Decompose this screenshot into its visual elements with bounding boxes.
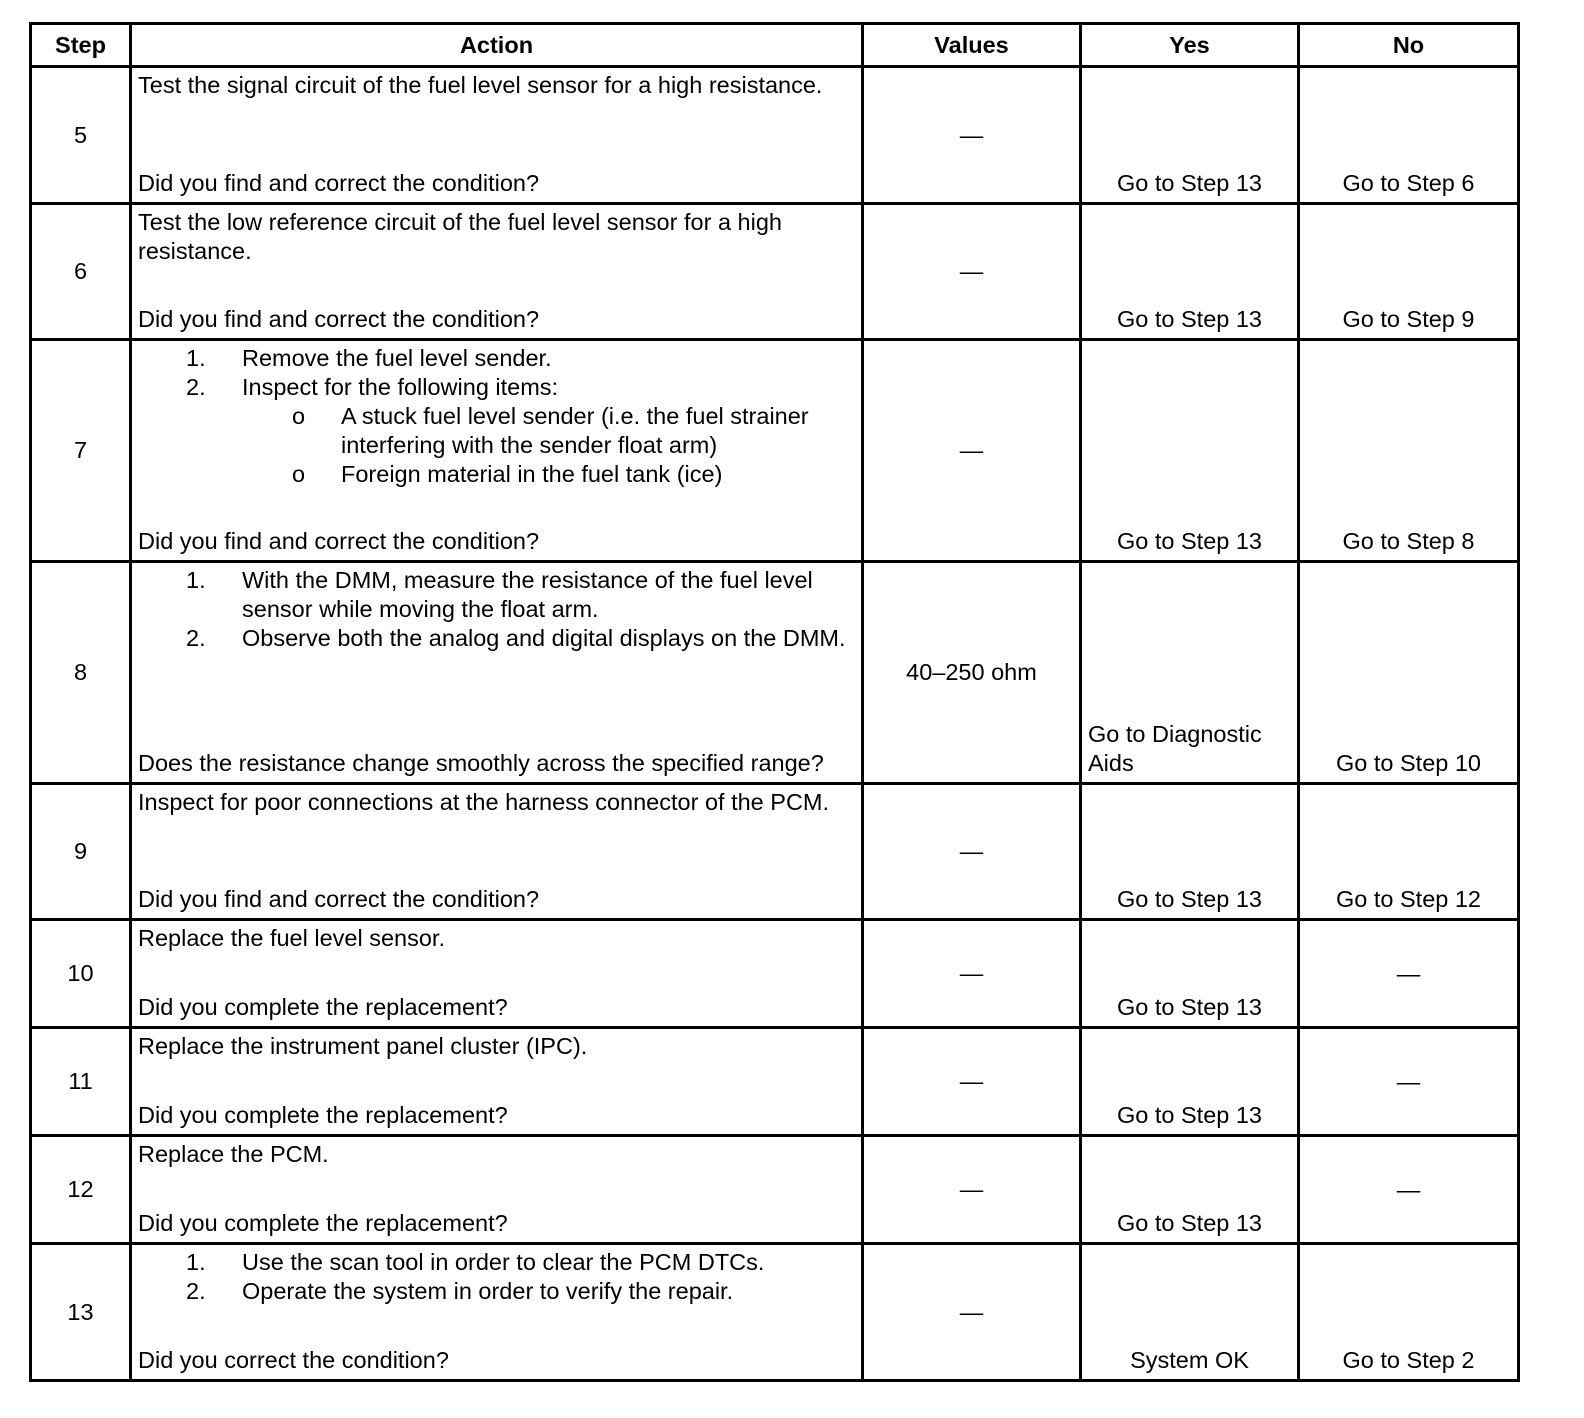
no-cell [1299, 1136, 1519, 1244]
table-row [31, 204, 1519, 340]
yes-result: Go to Step 13 [1116, 1102, 1263, 1128]
no-result: — [1396, 1176, 1421, 1202]
header-yes: Yes [1081, 24, 1299, 67]
action-text: Test the signal circuit of the fuel level sensor for a high resistance. [138, 72, 823, 98]
action-text: Replace the fuel level sensor. [138, 925, 445, 951]
action-question: Did you find and correct the condition? [138, 170, 540, 196]
table-row [31, 784, 1519, 920]
yes-cell [1081, 340, 1299, 562]
action-question: Did you complete the replacement? [138, 1210, 508, 1236]
yes-cell [1081, 920, 1299, 1028]
no-cell [1299, 340, 1519, 562]
table-row [31, 562, 1519, 784]
action-question: Did you find and correct the condition? [138, 306, 540, 332]
action-question: Did you find and correct the condition? [138, 886, 540, 912]
yes-result: Go to Diagnostic Aids [1088, 721, 1262, 776]
header-step: Step [31, 24, 131, 67]
values-cell: — [863, 1136, 1081, 1244]
action-cell [131, 340, 863, 562]
yes-result: Go to Step 13 [1116, 306, 1263, 332]
list-item: o Foreign material in the fuel tank (ice) [292, 461, 723, 487]
table-row [31, 67, 1519, 204]
no-result: Go to Step 9 [1342, 306, 1475, 332]
list-item: 1. With the DMM, measure the resistance of the fuel level sensor while moving the float arm. [186, 567, 813, 622]
yes-cell [1081, 1136, 1299, 1244]
action-cell [131, 562, 863, 784]
list-item: 2. Operate the system in order to verify the repair. [186, 1278, 734, 1304]
action-cell [131, 1028, 863, 1136]
step-number: 6 [31, 204, 131, 340]
yes-result: Go to Step 13 [1116, 170, 1263, 196]
step-number: 5 [31, 67, 131, 204]
action-text: Replace the PCM. [138, 1141, 329, 1167]
yes-result: Go to Step 13 [1116, 1210, 1263, 1236]
yes-result: Go to Step 13 [1116, 994, 1263, 1020]
step-number: 11 [31, 1028, 131, 1136]
no-result: Go to Step 6 [1342, 170, 1475, 196]
action-cell [131, 1244, 863, 1381]
list-item: 2. Observe both the analog and digital displays on the DMM. [186, 625, 846, 651]
step-number: 13 [31, 1244, 131, 1381]
numbered-steps [138, 1248, 855, 1306]
yes-cell [1081, 1028, 1299, 1136]
no-result: Go to Step 12 [1335, 886, 1482, 912]
action-question: Does the resistance change smoothly across the specified range? [138, 750, 824, 776]
action-cell [131, 1136, 863, 1244]
action-text: Replace the instrument panel cluster (IPC). [138, 1033, 588, 1059]
yes-result: System OK [1130, 1347, 1249, 1373]
action-question: Did you correct the condition? [138, 1347, 449, 1373]
no-cell [1299, 1244, 1519, 1381]
step-number: 7 [31, 340, 131, 562]
table-row [31, 1028, 1519, 1136]
yes-cell [1081, 562, 1299, 784]
step-number: 8 [31, 562, 131, 784]
yes-cell [1081, 204, 1299, 340]
yes-cell [1081, 67, 1299, 204]
list-item: 1. Remove the fuel level sender. [186, 345, 552, 371]
values-cell: — [863, 920, 1081, 1028]
header-values: Values [863, 24, 1081, 67]
values-cell: — [863, 784, 1081, 920]
header-action: Action [131, 24, 863, 67]
action-text: Test the low reference circuit of the fuel level sensor for a high resistance. [138, 209, 782, 264]
sub-list [242, 402, 855, 489]
no-result: — [1396, 1068, 1421, 1094]
no-cell [1299, 67, 1519, 204]
header-row [31, 24, 1519, 67]
action-text: Inspect for poor connections at the harness connector of the PCM. [138, 789, 830, 815]
numbered-steps [138, 566, 855, 653]
table-row [31, 920, 1519, 1028]
no-cell [1299, 1028, 1519, 1136]
action-cell [131, 784, 863, 920]
values-cell: — [863, 67, 1081, 204]
no-cell [1299, 204, 1519, 340]
header-no: No [1299, 24, 1519, 67]
no-cell [1299, 562, 1519, 784]
values-cell: — [863, 1028, 1081, 1136]
yes-result: Go to Step 13 [1116, 886, 1263, 912]
values-cell: 40–250 ohm [863, 562, 1081, 784]
values-cell: — [863, 340, 1081, 562]
list-item: 2. Inspect for the following items: o A stuck fuel level sender (i.e. the fuel strainer interfering with the sender float arm) o Foreign material in the fuel tank (ice) [138, 373, 855, 489]
step-number: 12 [31, 1136, 131, 1244]
numbered-steps [138, 344, 855, 489]
table-row [31, 340, 1519, 562]
action-question: Did you find and correct the condition? [138, 528, 540, 554]
no-cell [1299, 784, 1519, 920]
yes-cell [1081, 784, 1299, 920]
no-cell [1299, 920, 1519, 1028]
list-item: 1. Use the scan tool in order to clear the PCM DTCs. [186, 1249, 765, 1275]
list-item: o A stuck fuel level sender (i.e. the fuel strainer interfering with the sender float arm) [292, 403, 809, 458]
diagnostic-table [29, 22, 1520, 1382]
step-number: 9 [31, 784, 131, 920]
table-row [31, 1136, 1519, 1244]
yes-result: Go to Step 13 [1116, 528, 1263, 554]
action-question: Did you complete the replacement? [138, 1102, 508, 1128]
action-cell [131, 920, 863, 1028]
action-cell [131, 204, 863, 340]
no-result: Go to Step 10 [1335, 750, 1482, 776]
no-result: — [1396, 960, 1421, 986]
action-question: Did you complete the replacement? [138, 994, 508, 1020]
yes-cell [1081, 1244, 1299, 1381]
no-result: Go to Step 2 [1342, 1347, 1475, 1373]
table-row [31, 1244, 1519, 1381]
values-cell: — [863, 1244, 1081, 1381]
action-cell [131, 67, 863, 204]
values-cell: — [863, 204, 1081, 340]
no-result: Go to Step 8 [1342, 528, 1475, 554]
step-number: 10 [31, 920, 131, 1028]
